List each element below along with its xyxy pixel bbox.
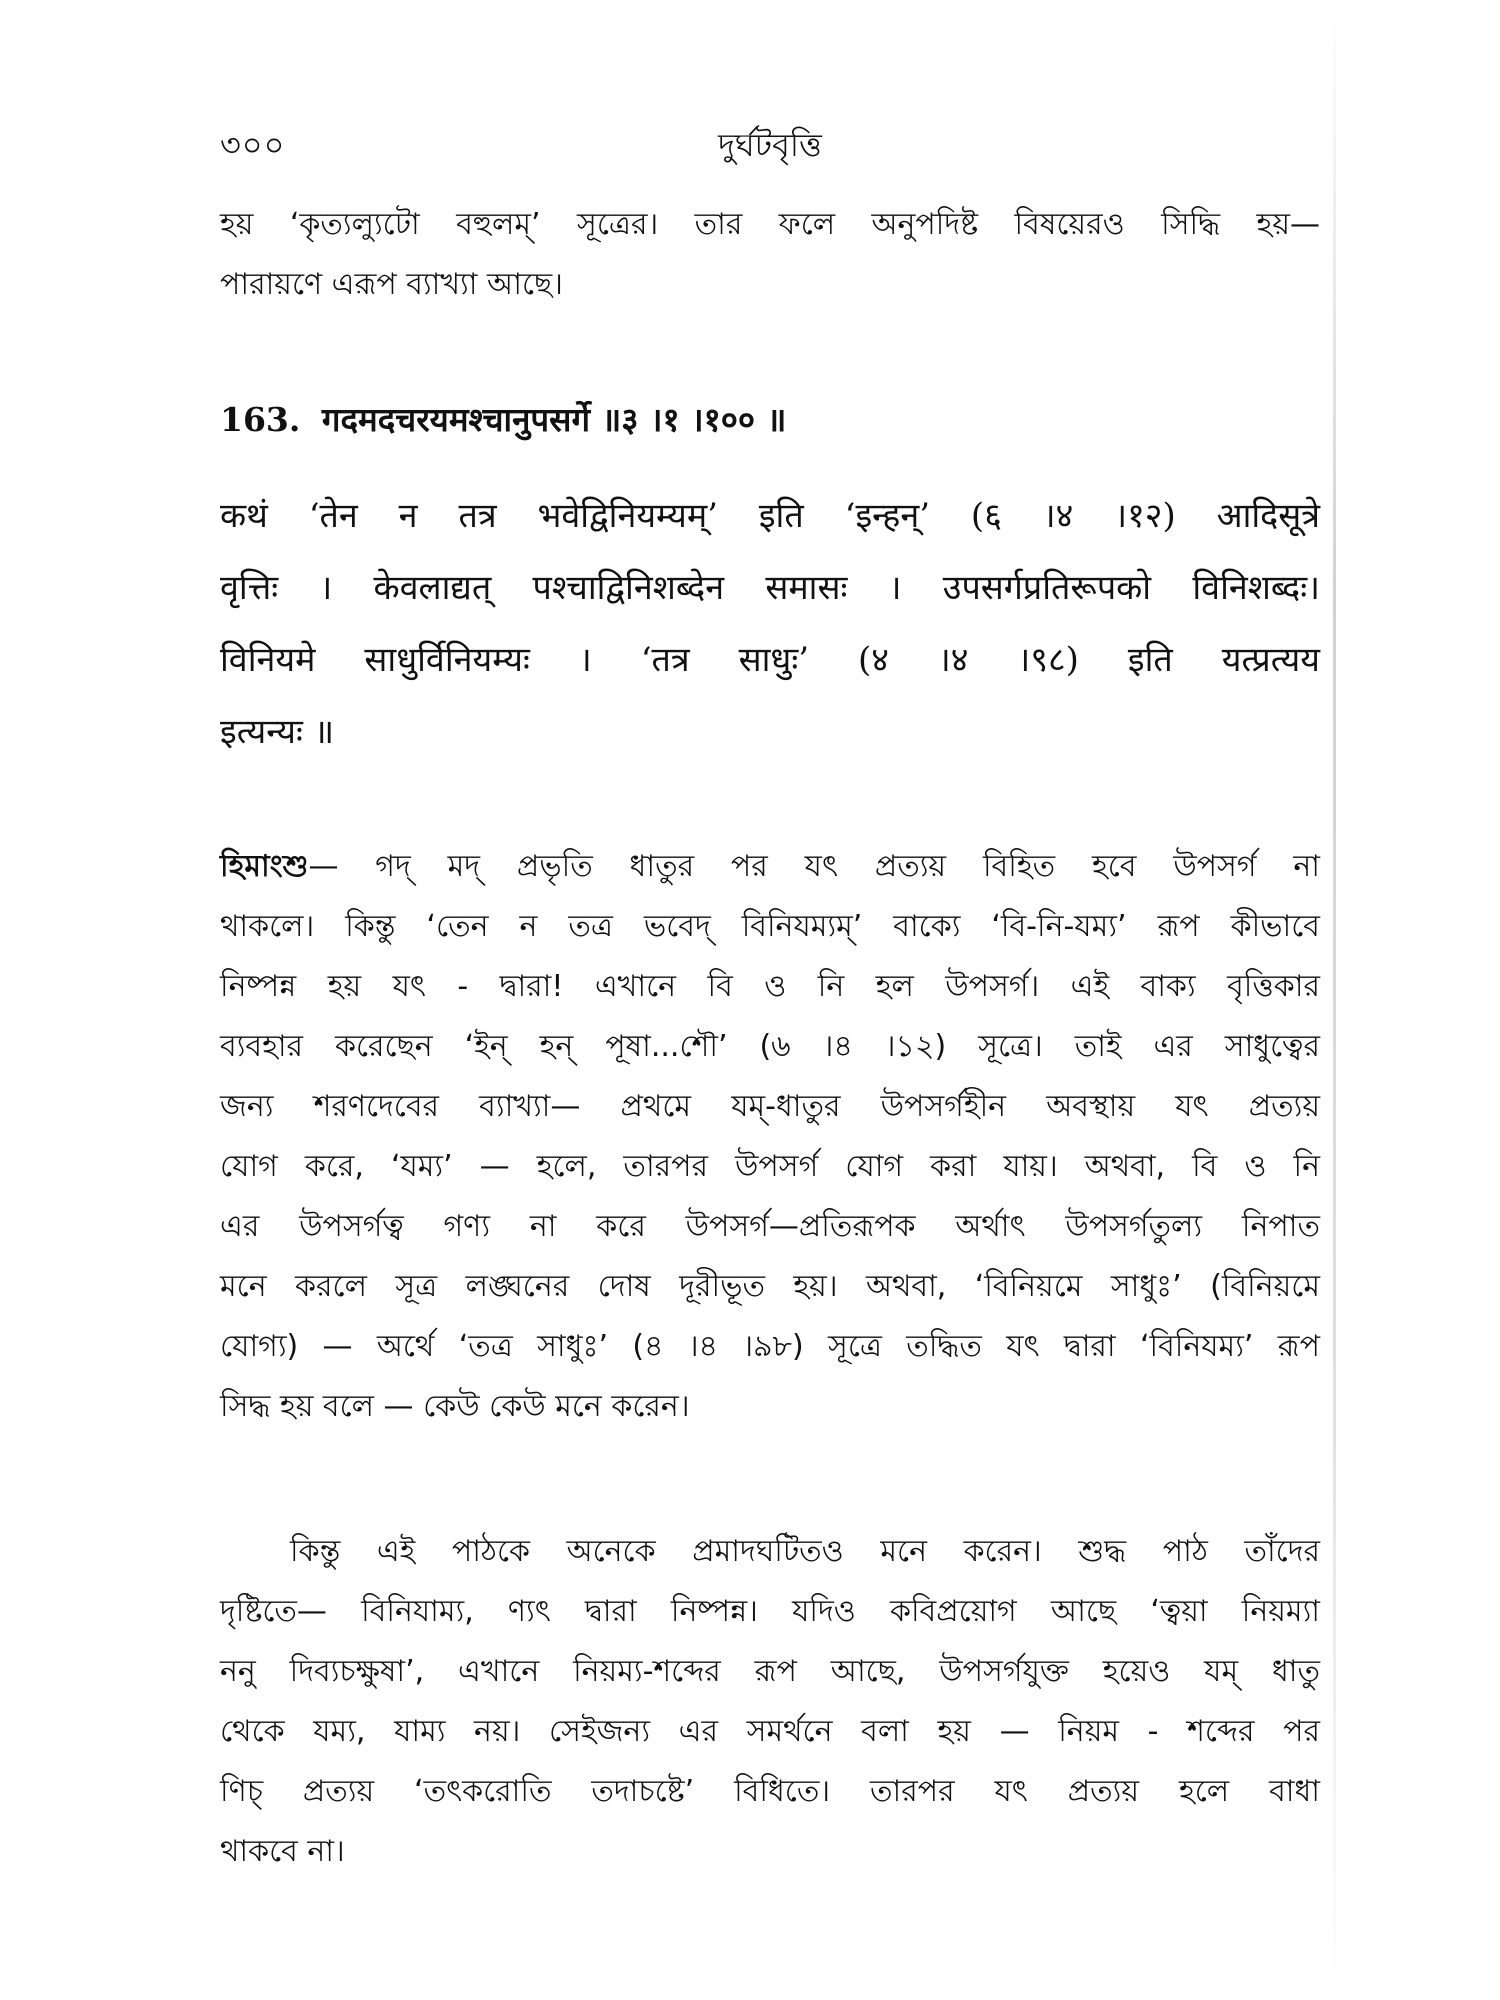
commentary-line: কিন্তু এই পাঠকে অনেকে প্রমাদঘটিতও মনে করেন। শুদ্ধ পাঠ তাঁদের bbox=[290, 1534, 1320, 1569]
vritti-line: इत्यन्यः ॥ bbox=[220, 712, 335, 752]
commentary-line: মনে করলে সূত্র লঙ্ঘনের দোষ দূরীভূত হয়। অথবা, ‘বিনিয়মে সাধুঃ’ (বিনিয়মে bbox=[220, 1269, 1320, 1304]
page-number: ৩০০ bbox=[220, 126, 286, 164]
sutra-heading bbox=[220, 395, 1320, 445]
carryover-line: পারায়ণে এরূপ ব্যাখ্যা আছে। bbox=[220, 267, 563, 302]
commentary-line: ননু দিব্যচক্ষুষা’, এখানে নিয়ম্য-শব্দের রূপ আছে, উপসর্গযুক্ত হয়েও যম্ ধাতু bbox=[220, 1654, 1320, 1689]
vritti-line: विनियमे साधुर्विनियम्यः । ‘तत्र साधुः’ (४ ।४ ।९८) इति यत्प्रत्यय bbox=[220, 640, 1320, 680]
commentary-line: জন্য শরণদেবের ব্যাখ্যা— প্রথমে যম্-ধাতুর উপসর্গহীন অবস্থায় যৎ প্রত্যয় bbox=[220, 1089, 1320, 1124]
commentary-paragraph-2 bbox=[220, 1522, 1320, 1882]
commentary-line: যোগ্য) — অর্থে ‘তত্র সাধুঃ’ (৪ ।৪ ।৯৮) সূত্রে তদ্ধিত যৎ দ্বারা ‘বিনিযম্য’ রূপ bbox=[220, 1329, 1320, 1364]
commentary-paragraph-1 bbox=[220, 837, 1320, 1437]
commentary-line: থেকে যম্য, যাম্য নয়। সেইজন্য এর সমর্থনে বলা হয় — নিয়ম - শব্দের পর bbox=[220, 1714, 1320, 1749]
commentary-line-text: — গদ্ মদ্ প্রভৃতি ধাতুর পর যৎ প্রত্যয় বিহিত হবে উপসর্গ না bbox=[308, 849, 1320, 884]
commentary-line: থাকবে না। bbox=[220, 1834, 345, 1869]
page-gutter-shadow bbox=[1333, 0, 1336, 2000]
sutra-text: गदमदचरयमश्चानुपसर्गे ॥३ ।१ ।१०० ॥ bbox=[321, 400, 787, 439]
sutra-number: 163. bbox=[220, 400, 301, 439]
vritti-line: कथं ‘तेन न तत्र भवेद्विनियम्यम्’ इति ‘इन्हन्’ (६ ।४ ।१२) आदिसूत्रे bbox=[220, 496, 1320, 536]
running-title: দুর্ঘটবৃত্তি bbox=[718, 126, 822, 164]
commentary-line: দৃষ্টিতে— বিনিযাম্য, ণ্যৎ দ্বারা নিষ্পন্ন। যদিও কবিপ্রয়োগ আছে ‘ত্বয়া নিয়ম্যা bbox=[220, 1594, 1320, 1629]
commentary-line: যোগ করে, ‘যম্য’ — হলে, তারপর উপসর্গ যোগ করা যায়। অথবা, বি ও নি bbox=[220, 1149, 1320, 1184]
commentary-line: নিষ্পন্ন হয় যৎ - দ্বারা! এখানে বি ও নি হল উপসর্গ। এই বাক্য বৃত্তিকার bbox=[220, 969, 1320, 1004]
commentary-line: ণিচ্ প্রত্যয় ‘তৎকরোতি তদাচষ্টে’ বিধিতে। তারপর যৎ প্রত্যয় হলে বাধা bbox=[220, 1774, 1320, 1809]
commentary-line: ব্যবহার করেছেন ‘ইন্ হন্ পূষা...শৌ’ (৬ ।৪ ।১২) সূত্রে। তাই এর সাধুত্বের bbox=[220, 1029, 1320, 1064]
commentary-line: সিদ্ধ হয় বলে — কেউ কেউ মনে করেন। bbox=[220, 1389, 690, 1424]
page-header bbox=[220, 120, 1320, 170]
commentary-line: এর উপসর্গত্ব গণ্য না করে উপসর্গ—প্রতিরূপক অর্থাৎ উপসর্গতুল্য নিপাত bbox=[220, 1209, 1320, 1244]
commentary-label: হিমাংশু bbox=[220, 849, 309, 884]
vritti-line: वृत्तिः । केवलाद्यत् पश्चाद्विनिशब्देन समासः । उपसर्गप्रतिरूपको विनिशब्दः। bbox=[220, 568, 1320, 608]
carryover-paragraph bbox=[220, 195, 1320, 315]
commentary-line bbox=[220, 837, 1320, 897]
carryover-line: হয় ‘কৃত্যল্যুটো বহুলম্’ সূত্রের। তার ফলে অনুপদিষ্ট বিষয়েরও সিদ্ধি হয়— bbox=[220, 207, 1320, 242]
commentary-line: থাকলে। কিন্তু ‘তেন ন তত্র ভবেদ্ বিনিযম্যম্’ বাক্যে ‘বি-নি-যম্য’ রূপ কীভাবে bbox=[220, 909, 1320, 944]
vritti-paragraph bbox=[220, 480, 1320, 768]
